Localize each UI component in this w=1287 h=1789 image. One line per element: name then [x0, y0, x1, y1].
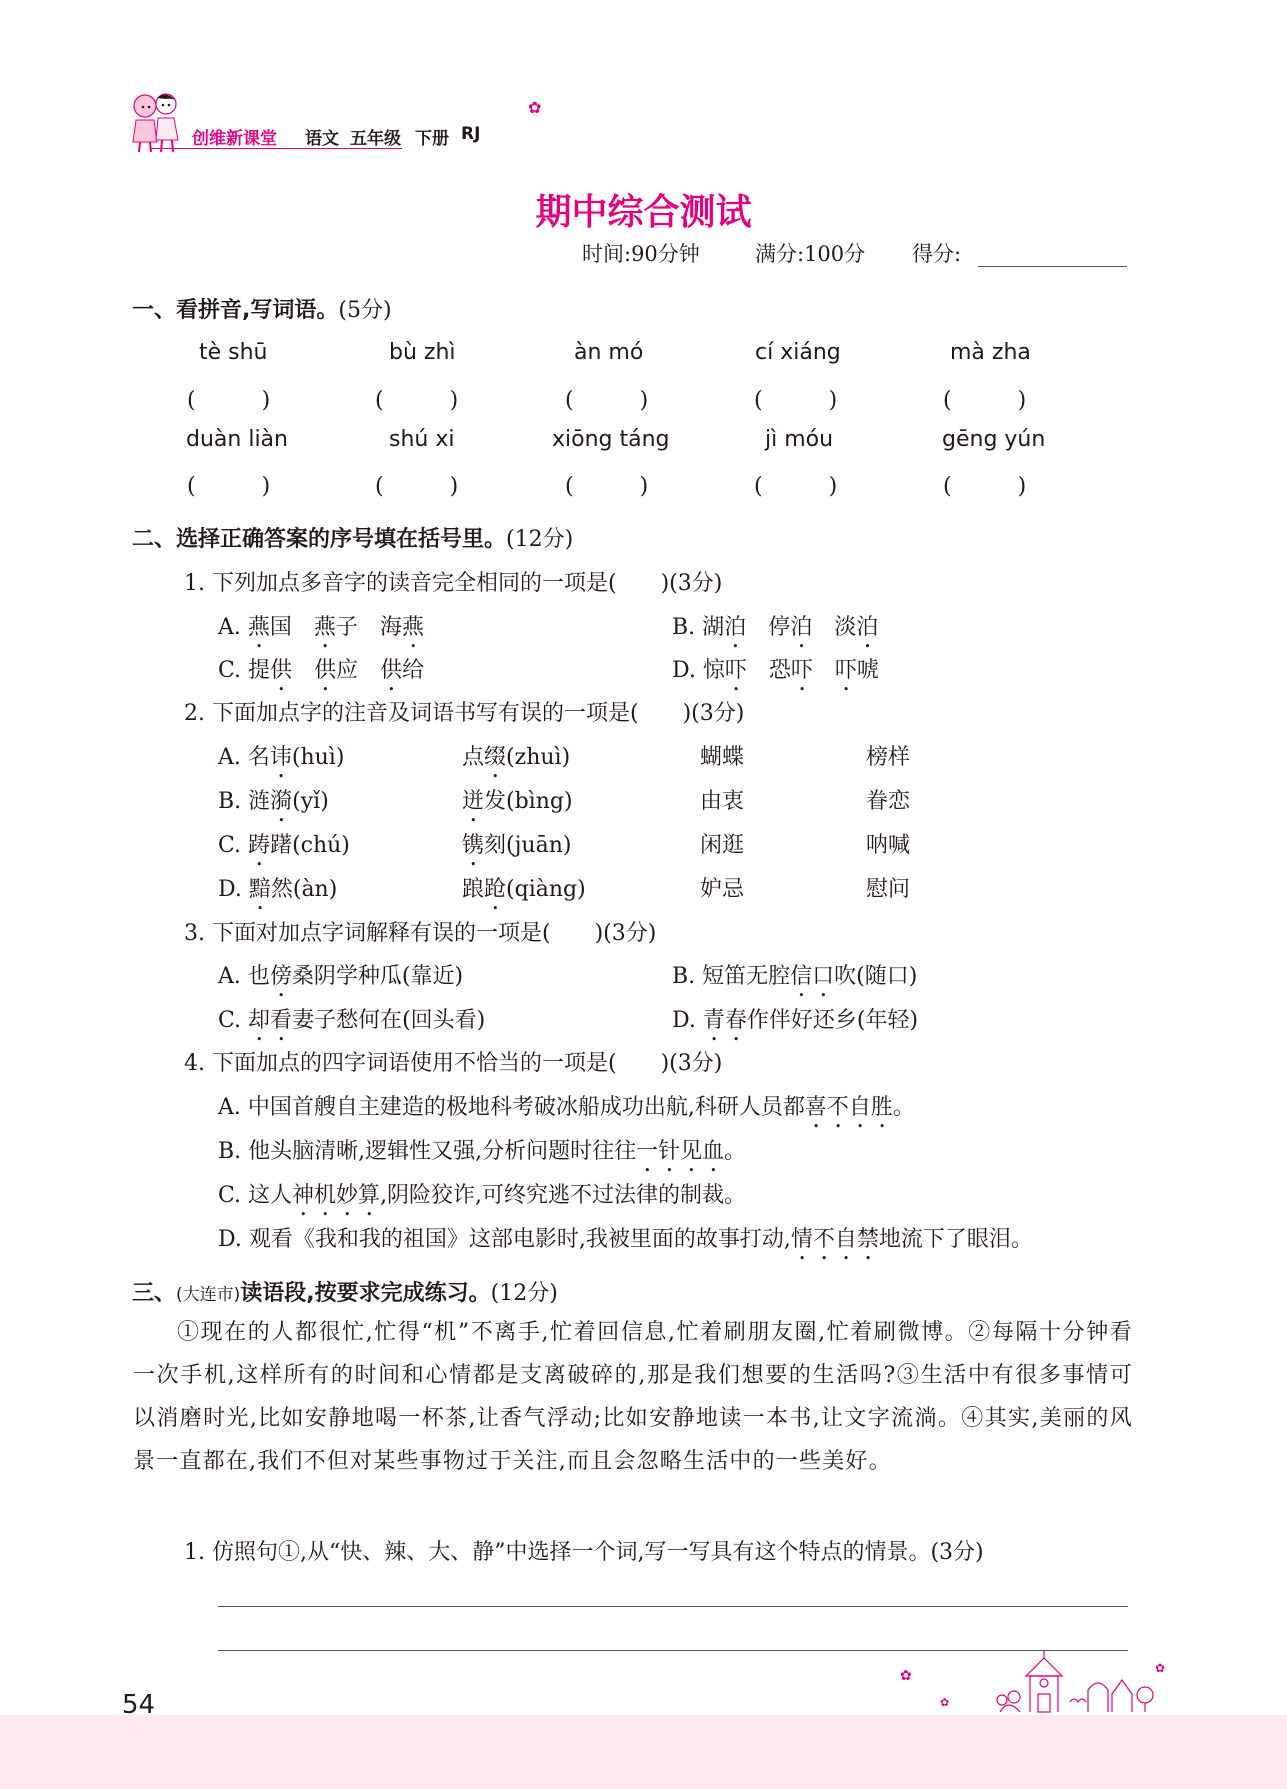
q1-option-a[interactable] — [218, 610, 424, 653]
option-text: 发(bìng) — [484, 789, 573, 814]
option-text: A. 也 — [218, 964, 270, 989]
dotted-char: 泊 — [856, 615, 879, 640]
option-text: C. — [218, 1008, 249, 1033]
option-text: 地流下了眼泪。 — [878, 1227, 1033, 1252]
option-text: B. 湖 — [672, 615, 725, 640]
option-text: D. — [218, 877, 249, 902]
option-text: 然(àn) — [270, 877, 338, 902]
option-text: 应 — [336, 658, 381, 683]
pinyin-item: tè shū — [199, 340, 268, 365]
page-number: 54 — [122, 1690, 156, 1720]
option-text: C. 提 — [218, 658, 271, 683]
volume-label: 下册 — [415, 129, 449, 149]
answer-blank[interactable]: ( ) — [943, 388, 1027, 413]
q2-c-word4: 呐喊 — [866, 833, 911, 858]
section1-points: (5分) — [338, 298, 392, 323]
option-text: (zhuì) — [506, 745, 571, 770]
dotted-char: 泊 — [724, 615, 747, 640]
q2-stem: 2. 下面加点字的注音及词语书写有误的一项是( )(3分) — [184, 701, 745, 726]
option-text: C. — [218, 833, 249, 858]
q2-a-word3: 蝴蝶 — [700, 745, 745, 770]
q1-option-d[interactable] — [672, 653, 879, 696]
answer-line[interactable] — [218, 1606, 1128, 1607]
dotted-char: 跄 — [484, 877, 507, 902]
answer-blank[interactable]: ( ) — [754, 388, 838, 413]
q2-b-word — [218, 784, 329, 827]
score-label: 得分: — [912, 242, 962, 266]
section3-city: (大连市) — [176, 1285, 241, 1305]
svg-text:✿: ✿ — [1155, 1661, 1166, 1675]
section3-heading — [132, 1276, 558, 1307]
q2-b-word3: 由衷 — [700, 789, 745, 814]
option-text: (qiàng) — [506, 877, 586, 902]
option-text: A. 中国首艘自主建造的极地科考破冰船成功出航,科研人员都 — [218, 1095, 805, 1120]
dotted-char: 吓 — [790, 658, 813, 683]
option-text: C. 这人 — [218, 1183, 293, 1208]
answer-blank[interactable]: ( ) — [187, 388, 271, 413]
dotted-idiom: 一针见血 — [636, 1139, 725, 1164]
q2-d-word — [218, 872, 337, 915]
option-text: 踉 — [462, 877, 485, 902]
dotted-char: 供 — [270, 658, 293, 683]
q4-option-a[interactable] — [218, 1090, 915, 1133]
section1-heading — [132, 293, 392, 324]
option-text: (huì) — [291, 745, 345, 770]
answer-blank[interactable]: ( ) — [754, 474, 838, 499]
time-label: 时间:90分钟 — [582, 242, 700, 266]
option-text: 国 — [269, 615, 314, 640]
page-title: 期中综合测试 — [535, 192, 752, 233]
q3-option-a[interactable] — [218, 959, 463, 1002]
answer-blank[interactable]: ( ) — [943, 474, 1027, 499]
pinyin-item: jì móu — [765, 427, 834, 452]
pinyin-item: cí xiáng — [755, 340, 841, 365]
svg-text:✿: ✿ — [900, 1668, 912, 1684]
dotted-char: 镌 — [462, 833, 485, 858]
grade-label: 五年级 — [350, 129, 401, 149]
q2-b-word4: 眷恋 — [866, 789, 911, 814]
section1-title: 一、看拼音,写词语。 — [132, 298, 339, 323]
q3-option-d[interactable] — [672, 1003, 918, 1046]
option-text: ,阴险狡诈,可终究逃不过法律的制裁。 — [380, 1183, 747, 1208]
dotted-idiom: 喜不自胜 — [804, 1095, 893, 1120]
option-text: B. 他头脑清晰,逻辑性又强,分析问题时往往 — [218, 1139, 637, 1164]
answer-blank[interactable]: ( ) — [187, 474, 271, 499]
dotted-char: 泊 — [790, 615, 813, 640]
section2-heading — [132, 522, 573, 553]
q3-option-b[interactable] — [672, 959, 917, 1002]
dotted-char: 傍 — [269, 964, 292, 989]
pinyin-item: shú xi — [389, 427, 455, 452]
dotted-char: 踌 — [248, 833, 271, 858]
dotted-char: 缀 — [484, 745, 507, 770]
q2-d-word4: 慰问 — [866, 877, 911, 902]
svg-text:✿: ✿ — [940, 1696, 950, 1709]
edition-label: RJ — [461, 124, 481, 144]
pinyin-item: gēng yún — [942, 427, 1046, 452]
dotted-char: 供 — [380, 658, 403, 683]
option-text: A. 名 — [218, 745, 270, 770]
option-text: 子 海 — [335, 615, 402, 640]
brand-name: 创维新课堂 — [192, 129, 277, 149]
dotted-char: 青春 — [702, 1008, 747, 1033]
pinyin-item: xiōng táng — [552, 427, 670, 452]
pinyin-item: àn mó — [574, 340, 644, 365]
q2-c-word — [218, 828, 350, 871]
section3-q1: 1. 仿照句①,从“快、辣、大、静”中选择一个词,写一写具有这个特点的情景。(3分) — [184, 1540, 984, 1565]
option-text: 点 — [462, 745, 485, 770]
option-text: 恐 — [746, 658, 791, 683]
pinyin-item: mà zha — [950, 340, 1031, 365]
option-text: 躇(chú) — [270, 833, 350, 858]
option-text: D. 观看《我和我的祖国》这部电影时,我被里面的故事打动, — [218, 1227, 791, 1252]
dotted-char: 吓 — [724, 658, 747, 683]
option-text: 给 — [402, 658, 425, 683]
option-text: D. 惊 — [672, 658, 725, 683]
answer-blank[interactable]: ( ) — [565, 474, 649, 499]
q2-b-word2 — [462, 784, 573, 827]
option-text: 吹(随口) — [834, 964, 918, 989]
dotted-idiom: 情不自禁 — [790, 1227, 879, 1252]
section2-points: (12分) — [506, 527, 574, 552]
q2-a-word — [218, 740, 344, 783]
dotted-char: 燕 — [401, 615, 424, 640]
option-text: 停 — [746, 615, 791, 640]
q2-c-word3: 闲逛 — [700, 833, 745, 858]
q2-d-word2 — [462, 872, 586, 915]
option-text: 唬 — [856, 658, 879, 683]
q2-a-word4: 榜样 — [866, 745, 911, 770]
option-text: 妻子愁何在(回头看) — [292, 1008, 486, 1033]
q2-d-word3: 妒忌 — [700, 877, 745, 902]
header-divider — [150, 148, 402, 149]
footer-band — [0, 1715, 1287, 1789]
dotted-char: 黯 — [248, 877, 271, 902]
option-text: 淡 — [812, 615, 857, 640]
option-text: 作伴好还乡(年轻) — [746, 1008, 919, 1033]
option-text: A. — [218, 615, 248, 640]
reading-passage: ①现在的人都很忙,忙得“机”不离手,忙着回信息,忙着刷朋友圈,忙着刷微博。②每隔十分钟看一次手机,这样所有的时间和心情都是支离破碎的,那是我们想要的生活吗?③生活中有很多事情可以消磨时光,比如安静地喝一杯茶,让香气浮动;比如安静地读一本书,让文字流淌。④其实,美丽的风景一直都在,我们不但对某些事物过于关注,而且会忽略生活中的一些美好。 — [133, 1320, 1133, 1474]
section3-prefix: 三、 — [132, 1281, 177, 1306]
q1-option-c[interactable] — [218, 653, 424, 696]
q4-stem: 4. 下面加点的四字词语使用不恰当的一项是( )(3分) — [184, 1051, 723, 1076]
option-text: 。 — [724, 1139, 747, 1164]
section2-title: 二、选择正确答案的序号填在括号里。 — [132, 527, 507, 552]
option-text: 刻(juān) — [484, 833, 572, 858]
option-text: B. 短笛无腔 — [672, 964, 791, 989]
dotted-char: 却看 — [248, 1008, 293, 1033]
dotted-char: 信口 — [790, 964, 835, 989]
q1-stem: 1. 下列加点多音字的读音完全相同的一项是( )(3分) — [184, 571, 723, 596]
dotted-char: 燕 — [313, 615, 336, 640]
option-text: D. — [672, 1008, 703, 1033]
q1-option-b[interactable] — [672, 610, 878, 653]
dotted-char: 燕 — [247, 615, 270, 640]
option-text: 桑阴学种瓜(靠近) — [291, 964, 464, 989]
q4-option-b[interactable] — [218, 1134, 746, 1177]
full-score-label: 满分:100分 — [755, 242, 866, 266]
kids-logo-icon — [128, 88, 182, 154]
option-text: B. 涟 — [218, 789, 271, 814]
dotted-char: 吓 — [834, 658, 857, 683]
flower-icon: ✿ — [528, 98, 542, 117]
option-text — [813, 658, 835, 683]
score-field[interactable] — [978, 266, 1127, 267]
q2-c-word2 — [462, 828, 571, 871]
dotted-char: 漪 — [270, 789, 293, 814]
section3-points: (12分) — [490, 1281, 558, 1306]
dotted-char: 迸 — [462, 789, 485, 814]
q2-a-word2 — [462, 740, 570, 783]
q4-option-d[interactable] — [218, 1222, 1033, 1265]
q3-stem: 3. 下面对加点字词解释有误的一项是( )(3分) — [184, 921, 657, 946]
dotted-idiom: 神机妙算 — [292, 1183, 381, 1208]
section3-title: 读语段,按要求完成练习。 — [240, 1281, 491, 1306]
q4-option-c[interactable] — [218, 1178, 746, 1221]
q3-option-c[interactable] — [218, 1003, 485, 1046]
dotted-char: 讳 — [269, 745, 292, 770]
answer-blank[interactable]: ( ) — [375, 474, 459, 499]
dotted-char: 供 — [314, 658, 337, 683]
option-text — [292, 658, 314, 683]
answer-blank[interactable]: ( ) — [565, 388, 649, 413]
pinyin-item: bù zhì — [389, 340, 456, 365]
subject-label: 语文 — [305, 129, 339, 149]
answer-blank[interactable]: ( ) — [375, 388, 459, 413]
option-text: 。 — [892, 1095, 915, 1120]
option-text: (yǐ) — [292, 789, 329, 814]
castle-decoration-icon — [880, 1650, 1170, 1720]
pinyin-item: duàn liàn — [186, 427, 288, 452]
